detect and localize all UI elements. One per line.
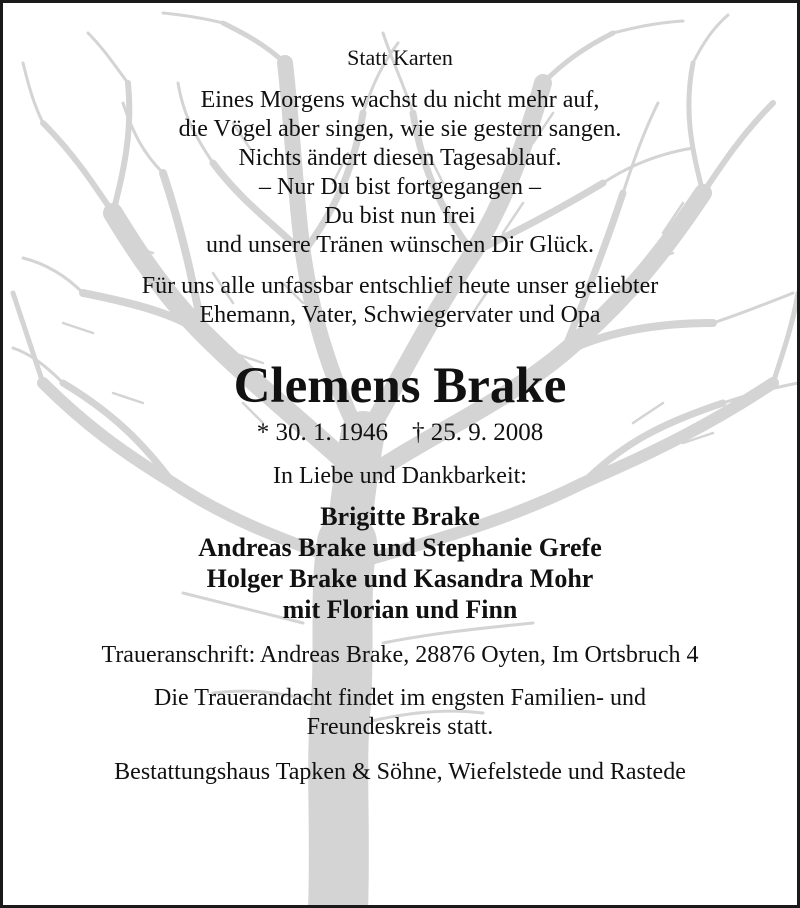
notice-text (3, 3, 797, 787)
mourner-name: Brigitte Brake (320, 502, 480, 531)
poem (3, 86, 797, 260)
funeral-home: Bestattungshaus Tapken & Söhne, Wiefelstede und Rastede (114, 759, 686, 785)
life-dates (3, 418, 797, 448)
mourner-name: Holger Brake und Kasandra Mohr (206, 564, 594, 593)
service-info (3, 684, 797, 742)
mourners-list (3, 501, 797, 625)
poem-line: Eines Morgens wachst du nicht mehr auf, (200, 87, 600, 113)
mourner-name: Andreas Brake und Stephanie Grefe (198, 533, 602, 562)
service-line: Die Trauerandacht findet im engsten Familien- und (154, 685, 646, 711)
poem-line: die Vögel aber singen, wie sie gestern sangen. (178, 116, 622, 142)
service-line: Freundeskreis statt. (306, 714, 494, 740)
mourner-name: mit Florian und Finn (282, 595, 518, 624)
birth-date: * 30. 1. 1946 (256, 419, 388, 446)
mourning-address: Traueranschrift: Andreas Brake, 28876 Oyten, Im Ortsbruch 4 (101, 642, 699, 668)
poem-line: Nichts ändert diesen Tagesablauf. (238, 145, 562, 171)
poem-line: – Nur Du bist fortgegangen – (259, 174, 541, 200)
deceased-name: Clemens Brake (233, 358, 567, 414)
poem-line: Du bist nun frei (324, 203, 476, 229)
poem-line: und unsere Tränen wünschen Dir Glück. (206, 232, 594, 258)
dedication-line: In Liebe und Dankbarkeit: (273, 463, 527, 489)
announcement (3, 272, 797, 330)
death-date: † 25. 9. 2008 (412, 419, 544, 446)
header-line: Statt Karten (347, 45, 453, 70)
announcement-line: Ehemann, Vater, Schwiegervater und Opa (199, 302, 601, 328)
announcement-line: Für uns alle unfassbar entschlief heute unser geliebter (141, 273, 659, 299)
